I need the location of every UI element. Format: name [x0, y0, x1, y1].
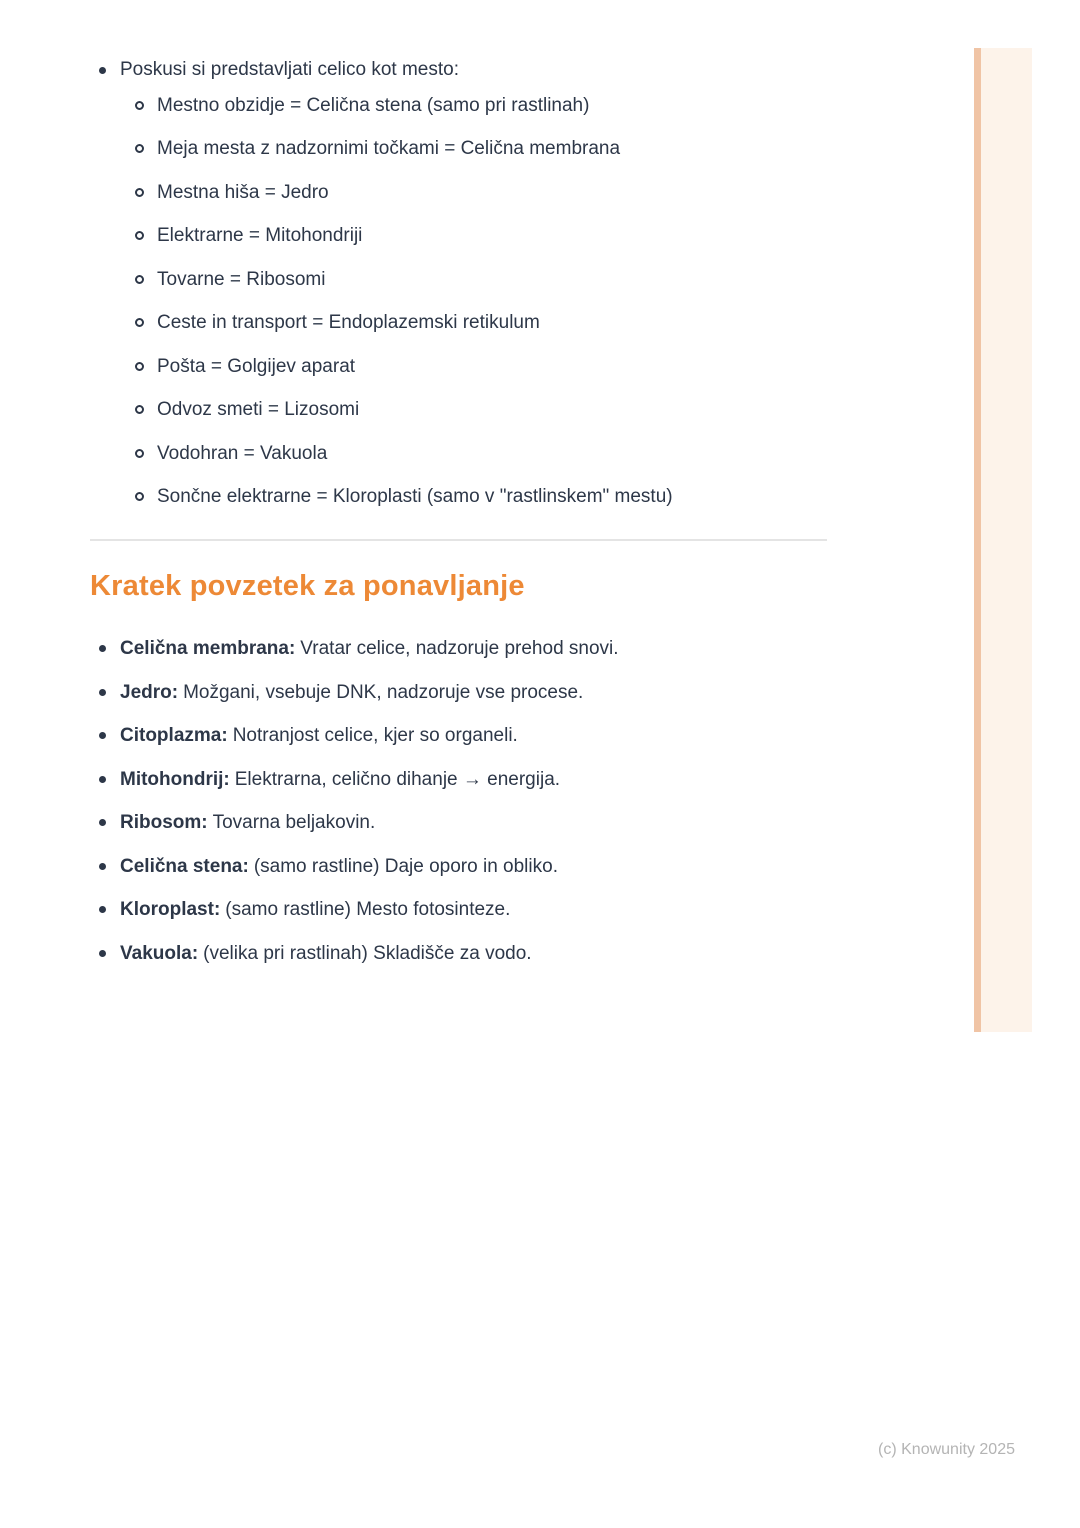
list-item [90, 57, 850, 84]
circle-bullet-icon [135, 318, 144, 327]
list-item-text: Odvoz smeti = Lizosomi [157, 399, 360, 420]
dot-bullet-icon [99, 819, 106, 826]
dot-bullet-icon [99, 689, 106, 696]
list-item [90, 127, 850, 171]
list-item [90, 345, 850, 389]
circle-bullet-icon [135, 144, 144, 153]
list-item-text [120, 725, 518, 746]
circle-bullet-icon [135, 449, 144, 458]
circle-bullet-icon [135, 405, 144, 414]
list-item-text: Mestno obzidje = Celična stena (samo pri rastlinah) [157, 94, 590, 116]
list-item-text: Mestna hiša = Jedro [157, 181, 329, 203]
term-description: (velika pri rastlinah) Skladišče za vodo. [203, 942, 532, 964]
section-divider [90, 539, 827, 541]
list-item-text [120, 638, 619, 659]
list-item-text [120, 943, 532, 964]
circle-bullet-icon [135, 231, 144, 240]
term-label: Mitohondrij: [120, 768, 230, 790]
list-item-text [120, 856, 558, 877]
list-item [90, 714, 890, 758]
term-label: Citoplazma: [120, 725, 228, 746]
list-item-text: Vodohran = Vakuola [157, 442, 328, 464]
list-item [90, 432, 850, 476]
term-label: Ribosom: [120, 812, 208, 833]
list-item-text: Pošta = Golgijev aparat [157, 355, 356, 377]
circle-bullet-icon [135, 492, 144, 501]
list-item [90, 845, 890, 889]
term-description: Notranjost celice, kjer so organeli. [232, 725, 518, 746]
dot-bullet-icon [99, 863, 106, 870]
list-item-text [120, 769, 560, 790]
term-label: Celična stena: [120, 855, 249, 877]
list-item [90, 932, 890, 976]
list-item [90, 214, 850, 258]
side-accent-stripe [974, 48, 1032, 1032]
list-item-text: Tovarne = Ribosomi [157, 268, 326, 290]
term-description: Elektrarna, celično dihanje → energija. [234, 768, 561, 790]
section-title: Kratek povzetek za ponavljanje [90, 570, 525, 602]
list-item [90, 258, 850, 302]
city-analogy-section [90, 57, 850, 519]
term-label: Vakuola: [120, 942, 199, 964]
list-item-text [120, 682, 583, 703]
list-item-text: Sončne elektrarne = Kloroplasti (samo v "rastlinskem" mestu) [157, 486, 673, 507]
dot-bullet-icon [99, 906, 106, 913]
list-item [90, 388, 850, 432]
term-label: Jedro: [120, 681, 179, 703]
list-item [90, 475, 850, 519]
list-item [90, 801, 890, 845]
circle-bullet-icon [135, 188, 144, 197]
list-item-text [120, 899, 510, 920]
dot-bullet-icon [99, 950, 106, 957]
list-item [90, 671, 890, 715]
term-description: (samo rastline) Daje oporo in obliko. [253, 855, 558, 877]
copyright-footer: (c) Knowunity 2025 [878, 1441, 1015, 1458]
dot-bullet-icon [99, 645, 106, 652]
list-item [90, 171, 850, 215]
list-item-text: Poskusi si predstavljati celico kot mesto: [120, 59, 459, 80]
list-item [90, 301, 850, 345]
city-analogy-sublist [90, 84, 850, 519]
list-item [90, 627, 890, 671]
dot-bullet-icon [99, 67, 106, 74]
dot-bullet-icon [99, 776, 106, 783]
term-label: Celična membrana: [120, 638, 296, 659]
term-description: Vratar celice, nadzoruje prehod snovi. [300, 638, 619, 659]
list-item [90, 888, 890, 932]
list-item-text [120, 812, 375, 833]
term-description: Tovarna beljakovin. [212, 812, 376, 833]
summary-list [90, 627, 890, 975]
dot-bullet-icon [99, 732, 106, 739]
list-item-text: Elektrarne = Mitohondriji [157, 225, 363, 246]
list-item [90, 758, 890, 802]
circle-bullet-icon [135, 101, 144, 110]
term-description: (samo rastline) Mesto fotosinteze. [225, 899, 511, 920]
list-item-text: Ceste in transport = Endoplazemski retikulum [157, 312, 540, 333]
circle-bullet-icon [135, 362, 144, 371]
term-label: Kloroplast: [120, 899, 221, 920]
term-description: Možgani, vsebuje DNK, nadzoruje vse procese. [183, 681, 584, 703]
circle-bullet-icon [135, 275, 144, 284]
list-item-text: Meja mesta z nadzornimi točkami = Celična membrana [157, 138, 621, 159]
list-item [90, 84, 850, 128]
